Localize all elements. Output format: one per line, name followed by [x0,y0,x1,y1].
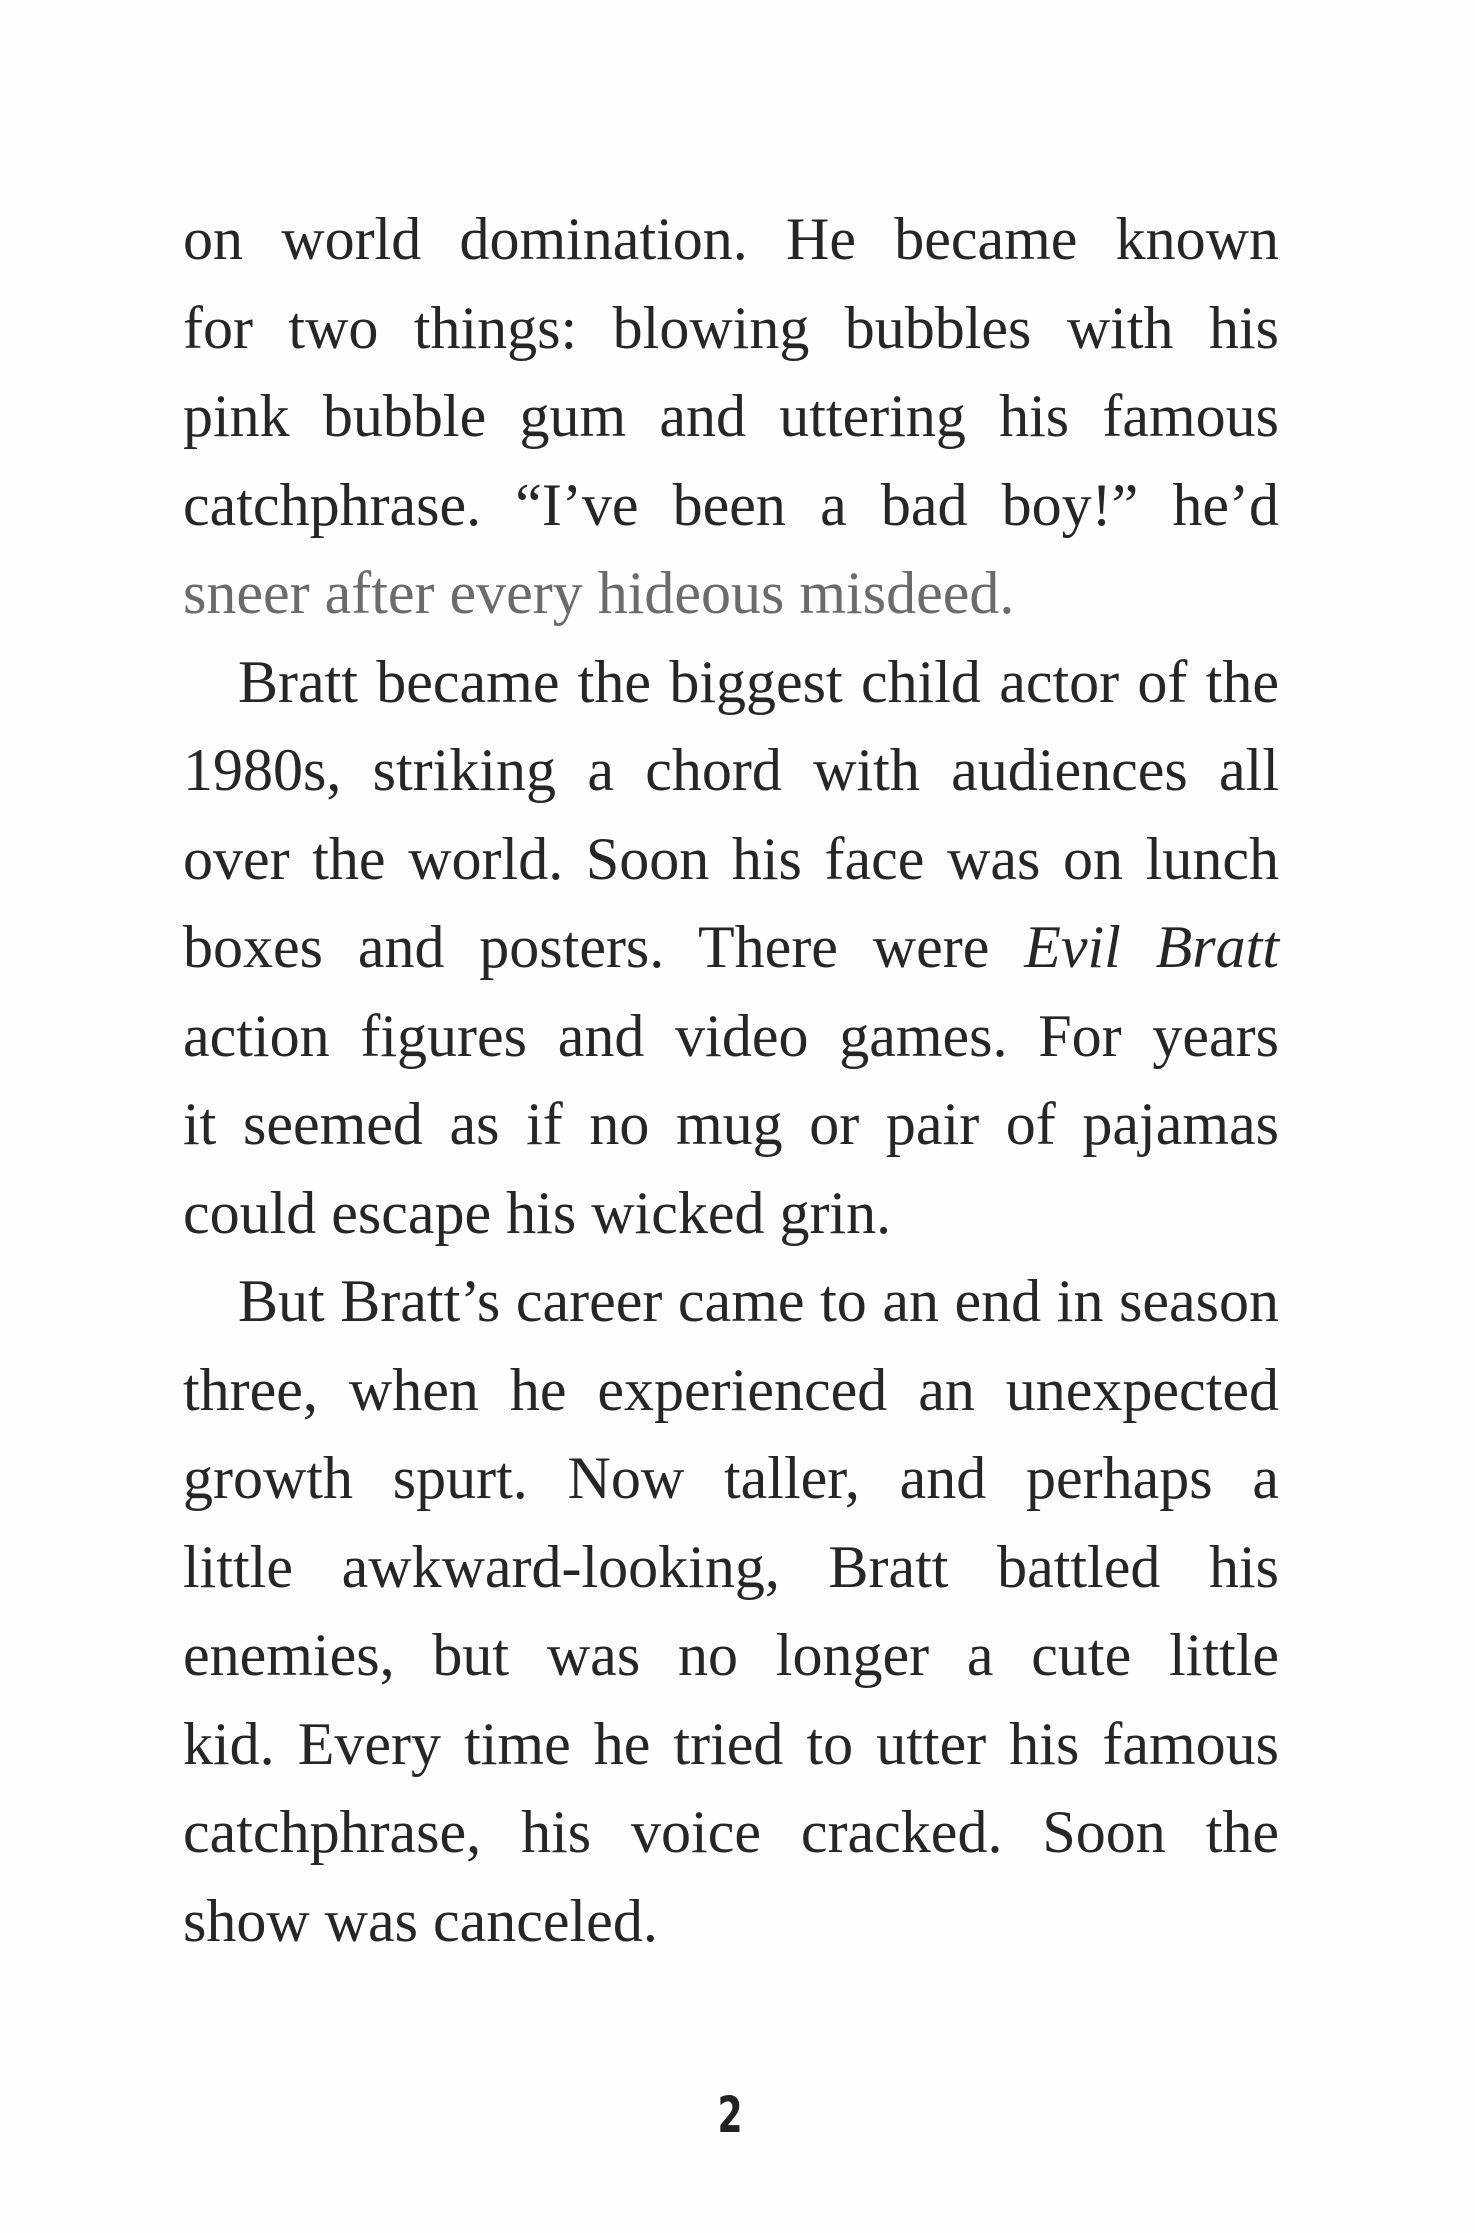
text-line: it seemed as if no mug or pair of pajamas [183,1091,1279,1157]
paragraph-1 [183,195,1279,638]
paragraph-3 [183,1257,1279,1965]
text-line: growth spurt. Now taller, and perhaps a [183,1445,1279,1511]
text-line [183,903,1279,992]
text-line: for two things: blowing bubbles with his [183,294,1279,361]
text-line: action figures and video games. For years [183,1002,1279,1069]
text-line: sneer after every hideous misdeed. [183,560,1015,626]
text-line: catchphrase. “I’ve been a bad boy!” he’d [183,471,1279,538]
body-text [183,195,1279,1965]
text-line: kid. Every time he tried to utter his famous [183,1710,1279,1777]
text-line: three, when he experienced an unexpected [183,1356,1279,1423]
italic-title: Evil Bratt [1024,914,1279,980]
text-line: 1980s, striking a chord with audiences all [183,737,1279,803]
text-line: enemies, but was no longer a cute little [183,1622,1279,1688]
text-line: pink bubble gum and uttering his famous [183,383,1279,449]
text-line: could escape his wicked grin. [183,1179,892,1246]
text-line: But Bratt’s career came to an end in season [238,1268,1279,1334]
paragraph-2 [183,638,1279,1258]
text-line-part: boxes and posters. There were [183,914,1025,980]
text-line: little awkward-looking, Bratt battled his [183,1533,1279,1600]
text-line: on world domination. He became known [183,206,1279,272]
page-number: 2 [717,2086,743,2144]
text-line: show was canceled. [183,1887,658,1954]
text-line: catchphrase, his voice cracked. Soon the [183,1799,1279,1865]
text-line: Bratt became the biggest child actor of the [238,648,1279,715]
text-line: over the world. Soon his face was on lunch [183,825,1279,892]
